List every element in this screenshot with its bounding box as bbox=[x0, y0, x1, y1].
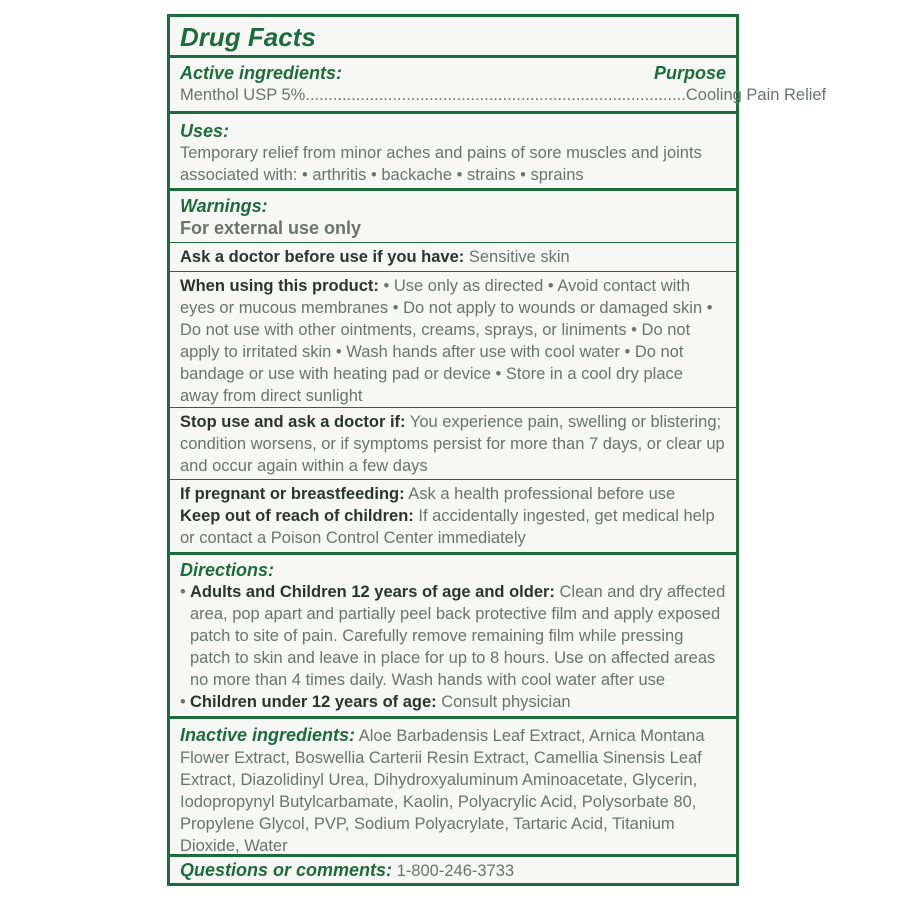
active-ingredient-name: Menthol USP 5% bbox=[180, 86, 306, 104]
uses-text: Temporary relief from minor aches and pains of sore muscles and joints associated with: • arthritis • backache • strains • sprains bbox=[180, 144, 702, 184]
directions-section bbox=[170, 555, 736, 719]
drug-facts-panel bbox=[167, 14, 827, 886]
stop-use-label: Stop use and ask a doctor if: bbox=[180, 413, 406, 431]
active-ingredient-row bbox=[180, 84, 827, 106]
directions-item-text: Consult physician bbox=[441, 693, 571, 711]
leader-dots: ................................................................................... bbox=[305, 86, 686, 104]
active-ingredients-heading: Active ingredients: bbox=[180, 63, 343, 83]
directions-item-label: Children under 12 years of age: bbox=[190, 693, 437, 711]
warnings-heading: Warnings: bbox=[180, 196, 268, 216]
inactive-ingredients-section bbox=[170, 719, 736, 857]
stop-use-text: You experience pain, swelling or blistering; condition worsens, or if symptoms persist for more than 7 days, or clear up and occur again within a few days bbox=[180, 413, 725, 475]
inactive-ingredients-heading: Inactive ingredients: bbox=[180, 725, 356, 745]
inactive-ingredients-text: Aloe Barbadensis Leaf Extract, Arnica Montana Flower Extract, Boswellia Carterii Resin Extract, Camellia Sinensis Leaf Extract, Diazolidinyl Urea, Dihydroxyaluminum Aminoacetate, Glycerin, Iodopropynyl Butylcarbamate, Kaolin, Polyacrylic Acid, Polysorbate 80, Propylene Glycol, PVP, Sodium Polyacrylate, Tartaric Acid, Titanium Dioxide, Water bbox=[180, 727, 705, 855]
when-using-text: • Use only as directed • Avoid contact with eyes or mucous membranes • Do not apply to wounds or damaged skin • Do not use with other ointments, creams, sprays, or liniments • Do not apply to irritated skin • Wash hands after use with cool water • Do not bandage or use with heating pad or device • Store in a cool dry place away from direct sunlight bbox=[180, 277, 713, 405]
external-use-only: For external use only bbox=[180, 218, 362, 238]
active-ingredient-purpose: Cooling Pain Relief bbox=[685, 86, 827, 104]
title-section bbox=[170, 17, 736, 58]
directions-item-label: Adults and Children 12 years of age and older: bbox=[190, 583, 555, 601]
pregnant-label: If pregnant or breastfeeding: bbox=[180, 485, 405, 503]
ask-doctor-label: Ask a doctor before use if you have: bbox=[180, 248, 465, 266]
children-label: Keep out of reach of children: bbox=[180, 507, 414, 525]
children-text: If accidentally ingested, get medical help or contact a Poison Control Center immediately bbox=[180, 507, 715, 547]
directions-item bbox=[180, 691, 726, 713]
drug-facts-title: Drug Facts bbox=[180, 22, 316, 52]
questions-heading: Questions or comments: bbox=[180, 860, 393, 880]
questions-section bbox=[170, 857, 736, 883]
directions-heading: Directions: bbox=[180, 560, 275, 580]
purpose-heading: Purpose bbox=[653, 63, 726, 83]
active-ingredients-section bbox=[170, 58, 827, 114]
uses-heading: Uses: bbox=[180, 121, 230, 141]
pregnancy-children-section bbox=[170, 480, 736, 555]
ask-doctor-section bbox=[170, 243, 736, 272]
questions-phone: 1-800-246-3733 bbox=[396, 862, 515, 880]
ask-doctor-text: Sensitive skin bbox=[468, 248, 570, 266]
when-using-label: When using this product: bbox=[180, 277, 379, 295]
when-using-section bbox=[170, 272, 736, 408]
bullet: • bbox=[180, 583, 186, 601]
directions-item bbox=[180, 581, 726, 691]
bullet: • bbox=[180, 693, 186, 711]
pregnant-text: Ask a health professional before use bbox=[408, 485, 676, 503]
uses-section bbox=[170, 114, 736, 191]
directions-item-text: Clean and dry affected area, pop apart and partially peel back protective film and apply exposed patch to site of pain. Carefully remove remaining film while pressing patch to skin and leave in place for up to 8 hours. Use on affected areas no more than 4 times daily. Wash hands with cool water after use bbox=[190, 583, 726, 689]
stop-use-section bbox=[170, 408, 736, 480]
warnings-header-section bbox=[170, 191, 736, 243]
